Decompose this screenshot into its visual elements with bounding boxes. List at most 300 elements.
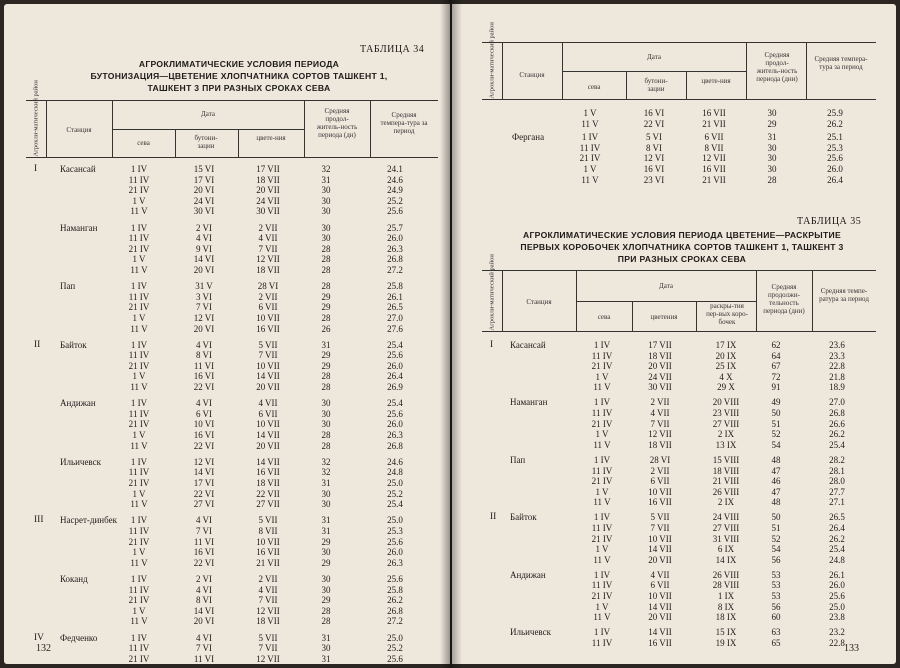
station-group [34, 457, 438, 510]
table-row [490, 351, 876, 362]
table-row [490, 408, 876, 419]
table-cell: 6 VII [650, 580, 670, 591]
table-cell: 1 IV [593, 397, 611, 408]
table-cell: 11 VI [193, 360, 215, 371]
table-cell: 20 VI [193, 264, 215, 275]
title-line: АГРОКЛИМАТИЧЕСКИЕ УСЛОВИЯ ПЕРИОДА [138, 59, 340, 69]
table-cell: 16 VII [648, 497, 672, 508]
table-cell: 23.8 [829, 612, 845, 623]
table-cell: 20 VII [256, 440, 280, 451]
table-cell: 1 IV [130, 398, 148, 409]
table-cell: 11 V [130, 264, 148, 275]
table-cell: 21 VII [702, 174, 726, 185]
table-cell: 30 [321, 584, 331, 595]
table-cell: 1 V [595, 601, 609, 612]
table-cell: 67 [771, 361, 781, 372]
table-row [490, 602, 876, 613]
table-cell: 1 V [583, 108, 597, 118]
table-cell: 4 VII [650, 408, 670, 419]
table-cell: 7 VII [258, 643, 278, 654]
header-flowering: цвете-ния [701, 77, 731, 85]
table-row [34, 547, 438, 558]
table-cell: 30 [321, 419, 331, 430]
table-cell: 27 VIII [712, 523, 740, 533]
station-name: Ильичевск [510, 627, 551, 638]
table-cell: 11 V [130, 499, 148, 510]
table-cell: 25.8 [387, 584, 403, 595]
station-group [490, 108, 876, 129]
table-cell: 1 IV [130, 573, 148, 584]
header-budding: бутони-зации [644, 77, 668, 93]
table-cell: 2 VI [195, 222, 213, 233]
table-cell: 25.6 [387, 350, 403, 361]
table-body [490, 340, 876, 649]
station-name: Андижан [510, 569, 546, 580]
table-cell: 2 VII [258, 222, 278, 233]
table-cell: 48 [771, 454, 781, 465]
station-name: Пап [60, 281, 76, 292]
table-row [490, 638, 876, 649]
table-cell: 6 VII [650, 476, 670, 487]
table-row [490, 455, 876, 466]
table-cell: 11 V [130, 323, 148, 334]
table-cell: 20 VI [193, 323, 215, 334]
table-cell: 11 VI [193, 536, 215, 547]
table-cell: 27.2 [387, 264, 403, 275]
table-row [34, 574, 438, 585]
table-cell: 11 V [581, 118, 599, 129]
table-cell: 21 IV [128, 653, 150, 664]
table-cell: 20 VIII [712, 397, 740, 408]
table-cell: 5 VI [645, 132, 663, 143]
table-row [34, 537, 438, 548]
header-budding: бутони-зации [194, 134, 218, 150]
header-sowing: сева [587, 83, 601, 91]
table-cell: 11 IV [128, 643, 150, 654]
table-cell: 11 IV [128, 291, 150, 302]
table-cell: 50 [771, 512, 781, 523]
continued-table-body [490, 108, 876, 185]
station-name: Касансай [60, 164, 96, 174]
table-cell: 16 VI [643, 163, 665, 174]
table-cell: 26.0 [829, 580, 845, 591]
table-cell: 25.0 [387, 515, 403, 526]
table-cell: 7 VII [258, 243, 278, 254]
table-row [34, 244, 438, 255]
table-cell: 27.6 [387, 323, 403, 334]
table-cell: 21 VII [702, 118, 726, 129]
table-row [34, 585, 438, 596]
table-cell: 10 VII [256, 536, 280, 547]
table-cell: 11 V [581, 174, 599, 185]
table-cell: 7 VII [258, 350, 278, 361]
table-cell: 4 VI [195, 339, 213, 350]
table-cell: 31 [321, 525, 331, 536]
table-cell: 21 IV [591, 591, 613, 602]
station-group [34, 281, 438, 334]
zone-number: II [490, 512, 497, 523]
table-cell: 8 IX [717, 601, 735, 612]
station-group [34, 164, 438, 217]
table-cell: 2 IX [717, 429, 735, 440]
table-row [490, 340, 876, 351]
table-row [34, 185, 438, 196]
table-row [490, 361, 876, 372]
table-cell: 26 VIII [712, 486, 740, 497]
table-cell: 49 [771, 397, 781, 408]
table-cell: 4 VI [195, 233, 213, 244]
table-cell: 25.4 [829, 544, 845, 555]
table-cell: 25 IX [715, 361, 737, 372]
header-station: Станция [66, 126, 92, 134]
table-cell: 26.3 [387, 243, 403, 254]
table-row [490, 534, 876, 545]
station-name: Касансай [510, 340, 546, 350]
table-cell: 26.8 [387, 605, 403, 616]
table-cell: 9 VI [195, 243, 213, 254]
table-row [490, 372, 876, 383]
table-cell: 1 IV [593, 627, 611, 638]
table-cell: 20 IX [715, 350, 737, 361]
table-cell: 21 IV [128, 419, 150, 430]
table-cell: 52 [771, 533, 781, 544]
table-row [34, 340, 438, 351]
table-cell: 26 [321, 323, 331, 334]
table-cell: 14 VII [648, 544, 672, 555]
table-cell: 7 VI [195, 643, 213, 654]
table-cell: 46 [771, 476, 781, 487]
table-cell: 22.8 [829, 361, 845, 372]
station-group [490, 397, 876, 450]
table-row [34, 419, 438, 430]
table-cell: 28 [321, 281, 331, 292]
table-cell: 26.9 [387, 382, 403, 393]
table-cell: 27.7 [829, 486, 845, 497]
table-cell: 18 VII [256, 478, 280, 488]
table-row [34, 371, 438, 382]
table-cell: 2 VII [650, 465, 670, 476]
table-cell: 1 V [132, 254, 146, 265]
table-cell: 21 IV [591, 418, 613, 429]
table-cell: 16 VI [193, 547, 215, 558]
table-cell: 11 V [130, 206, 148, 217]
table-cell: 60 [771, 612, 781, 623]
table-cell: 4 VI [195, 584, 213, 595]
table-cell: 30 [321, 233, 331, 244]
table-row [490, 108, 876, 119]
table-cell: 14 VII [256, 430, 280, 441]
table-cell: 16 VI [193, 430, 215, 441]
table-cell: 20 VI [193, 185, 215, 196]
table-cell: 24 VII [256, 195, 280, 206]
table-cell: 10 VI [193, 419, 215, 430]
zone-number: III [34, 515, 44, 526]
table-cell: 24.6 [387, 456, 403, 467]
table-row [34, 233, 438, 244]
table-cell: 5 VII [258, 632, 278, 643]
table-cell: 31 [321, 653, 331, 664]
zone-number: IV [34, 632, 45, 643]
table-cell: 4 VII [258, 233, 278, 244]
table-cell: 28 [321, 312, 331, 323]
table-cell: 29 [321, 536, 331, 547]
table-row [34, 361, 438, 372]
table-row [34, 254, 438, 265]
table-cell: 30 [321, 499, 331, 510]
table-cell: 26.0 [387, 547, 403, 558]
table-cell: 1 V [132, 605, 146, 616]
station-name: Пап [510, 454, 526, 465]
table-cell: 26.2 [387, 595, 403, 606]
table-cell: 2 VII [650, 397, 670, 408]
table-cell: 53 [771, 580, 781, 591]
table-cell: 12 VII [256, 605, 280, 616]
table-cell: 27 VIII [712, 418, 740, 429]
table-cell: 21 IV [128, 478, 150, 488]
table-cell: 1 V [132, 312, 146, 323]
table-cell: 28 VI [257, 281, 279, 292]
table-row [34, 265, 438, 276]
table-cell: 29 [767, 118, 777, 129]
continued-table-header [482, 22, 876, 100]
table-cell: 2 VII [258, 573, 278, 584]
table-cell: 8 VI [645, 142, 663, 153]
station-group [34, 340, 438, 393]
table-cell: 7 VII [650, 523, 670, 533]
table-cell: 30 VI [193, 206, 215, 217]
table-cell: 25.1 [827, 132, 843, 143]
table-cell: 22 VI [193, 488, 215, 499]
table-cell: 7 VI [195, 525, 213, 536]
table-row [490, 397, 876, 408]
table-cell: 21 VIII [712, 476, 740, 487]
header-temperature: Средняя темпера-тура за период [380, 111, 428, 135]
table-row [34, 292, 438, 303]
table-cell: 28.0 [829, 476, 845, 487]
table-cell: 11 V [593, 382, 611, 393]
table-cell: 25.6 [387, 573, 403, 584]
table-cell: 1 IV [581, 132, 599, 143]
table-cell: 17 VII [256, 164, 280, 174]
table-title [44, 58, 434, 94]
page-number: 132 [36, 643, 51, 654]
table-cell: 31 [321, 339, 331, 350]
table-cell: 30 [767, 163, 777, 174]
table-cell: 31 [321, 174, 331, 185]
table-row [34, 643, 438, 654]
table-cell: 21 IV [591, 361, 613, 372]
table-cell: 23.3 [829, 350, 845, 361]
table-cell: 31 [321, 515, 331, 526]
table-cell: 25.6 [387, 408, 403, 419]
table-cell: 17 VI [193, 174, 215, 185]
table-cell: 63 [771, 627, 781, 638]
table-row [34, 223, 438, 234]
table-row [490, 132, 876, 143]
table-cell: 8 VI [195, 595, 213, 606]
table-cell: 30 VII [648, 382, 672, 393]
table-cell: 29 [321, 350, 331, 361]
table-cell: 21.8 [829, 371, 845, 382]
table-cell: 11 IV [591, 580, 613, 591]
table-cell: 16 VII [702, 108, 726, 118]
table-row [34, 398, 438, 409]
table-cell: 25.7 [387, 222, 403, 233]
table-row [490, 419, 876, 430]
table-cell: 8 VII [258, 525, 278, 536]
table-cell: 16 VII [702, 163, 726, 174]
table-cell: 11 IV [128, 525, 150, 536]
table-cell: 30 [321, 573, 331, 584]
table-cell: 28 [321, 430, 331, 441]
table-cell: 27.1 [829, 497, 845, 508]
table-cell: 24 VII [648, 371, 672, 382]
table-cell: 21 IV [128, 360, 150, 371]
table-cell: 27.0 [387, 312, 403, 323]
table-cell: 25.6 [387, 536, 403, 547]
table-row [490, 175, 876, 186]
table-cell: 32 [321, 456, 331, 467]
table-cell: 30 [767, 142, 777, 153]
table-cell: 7 VII [258, 595, 278, 606]
table-cell: 24.8 [829, 554, 845, 565]
table-row [34, 515, 438, 526]
zone-number: I [34, 164, 38, 174]
table-cell: 2 IX [717, 497, 735, 508]
table-cell: 27.2 [387, 616, 403, 627]
table-cell: 26.0 [387, 360, 403, 371]
table-cell: 27 VII [256, 499, 280, 510]
header-duration: Средняя продолжи-тельность периода (дни) [763, 283, 805, 315]
station-name: Федченко [60, 632, 98, 643]
table-cell: 25.0 [829, 601, 845, 612]
table-cell: 5 VII [650, 512, 670, 523]
table-cell: 1 IV [130, 222, 148, 233]
table-cell: 18 VII [648, 350, 672, 361]
table-row [490, 612, 876, 623]
table-cell: 18 VII [648, 439, 672, 450]
table-cell: 22.8 [829, 637, 845, 648]
table-cell: 11 V [130, 616, 148, 627]
table-cell: 16 VII [256, 547, 280, 558]
station-name: Коканд [60, 573, 88, 584]
title-line: АГРОКЛИМАТИЧЕСКИЕ УСЛОВИЯ ПЕРИОДА ЦВЕТЕНИЕ—РАСКРЫТИЕ [522, 230, 842, 240]
table-cell: 1 V [595, 486, 609, 497]
table-cell: 21 IV [128, 536, 150, 547]
table-cell: 1 V [132, 547, 146, 558]
header-sowing: сева [597, 313, 611, 321]
table-cell: 22 VII [256, 488, 280, 499]
station-group [34, 633, 438, 665]
table-row [34, 313, 438, 324]
table-cell: 14 VI [193, 467, 215, 478]
table-cell: 7 VI [195, 302, 213, 313]
table-cell: 28 [321, 264, 331, 275]
table-cell: 11 IV [579, 142, 601, 153]
table-cell: 15 VIII [712, 454, 740, 465]
table-cell: 25.2 [387, 643, 403, 654]
table-cell: 28 VIII [712, 580, 740, 591]
table-cell: 1 IV [130, 456, 148, 467]
table-cell: 19 IX [715, 637, 737, 648]
table-cell: 11 V [130, 557, 148, 568]
table-cell: 47 [771, 486, 781, 497]
table-row [490, 591, 876, 602]
table-cell: 6 VII [258, 408, 278, 419]
table-cell: 15 VI [193, 164, 215, 174]
table-cell: 1 IX [717, 591, 735, 602]
table-cell: 25.4 [387, 499, 403, 510]
table-cell: 6 VII [704, 132, 724, 143]
table-cell: 47 [771, 465, 781, 476]
table-cell: 22 VI [193, 382, 215, 393]
table-cell: 30 [321, 185, 331, 196]
station-name: Насрет-динбек [60, 515, 117, 526]
table-cell: 30 [321, 643, 331, 654]
table-row [490, 497, 876, 508]
table-cell: 23.2 [829, 627, 845, 638]
table-row [34, 350, 438, 361]
table-cell: 26.8 [829, 408, 845, 419]
table-row [34, 558, 438, 569]
table-cell: 16 VII [648, 637, 672, 648]
table-cell: 28 [321, 605, 331, 616]
table-cell: 12 VII [256, 254, 280, 265]
table-cell: 11 IV [591, 350, 613, 361]
table-cell: 27 VI [193, 499, 215, 510]
table-cell: 8 VI [195, 350, 213, 361]
table-cell: 1 IV [130, 515, 148, 526]
table-cell: 18 VII [256, 264, 280, 275]
table-cell: 25.6 [387, 653, 403, 664]
table-cell: 12 VI [193, 312, 215, 323]
table-cell: 21 IV [128, 595, 150, 606]
table-cell: 26.5 [387, 302, 403, 313]
table-cell: 25.2 [387, 488, 403, 499]
station-group [490, 455, 876, 508]
table-cell: 11 V [593, 439, 611, 450]
table-row [34, 489, 438, 500]
table-cell: 4 VI [195, 632, 213, 643]
table-cell: 56 [771, 601, 781, 612]
header-temperature: Средняя темпе-ратура за период [819, 287, 869, 303]
table-cell: 22 VI [193, 557, 215, 568]
table-cell: 29 [321, 360, 331, 371]
title-line: БУТОНИЗАЦИЯ—ЦВЕТЕНИЕ ХЛОПЧАТНИКА СОРТОВ ТАШКЕНТ 1, [90, 71, 388, 81]
station-name: Ильичевск [60, 456, 101, 467]
table-row [34, 526, 438, 537]
table-row [34, 595, 438, 606]
table-cell: 32 [321, 164, 331, 174]
table-cell: 25.0 [387, 478, 403, 488]
table-cell: 4 VI [195, 398, 213, 409]
table-cell: 1 IV [130, 281, 148, 292]
table-cell: 25.4 [829, 439, 845, 450]
table-cell: 4 X [719, 371, 733, 382]
header-sowing: сева [137, 139, 150, 147]
table-cell: 6 IX [717, 544, 735, 555]
table-cell: 4 VI [195, 515, 213, 526]
station-group [490, 132, 876, 185]
table-row [490, 512, 876, 523]
table-cell: 4 VII [258, 584, 278, 595]
station-group [34, 398, 438, 451]
table-cell: 20 VII [648, 612, 672, 623]
table-cell: 30 [767, 108, 777, 118]
table-cell: 1 V [595, 371, 609, 382]
table-cell: 11 V [593, 554, 611, 565]
table-cell: 25.3 [827, 142, 843, 153]
